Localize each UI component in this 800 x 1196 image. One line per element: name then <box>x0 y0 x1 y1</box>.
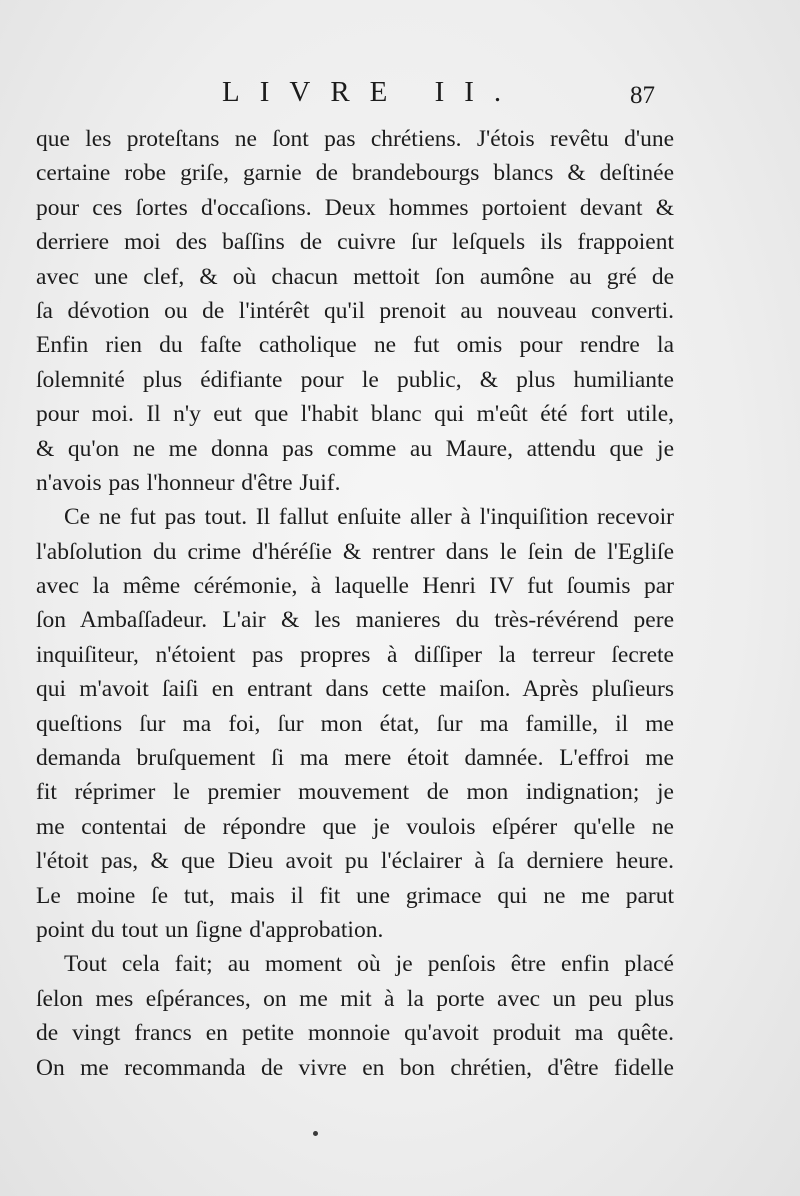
text-line: que les proteſtans ne ſont pas chrétiens. J'étois revêtu d'une <box>36 126 674 152</box>
text-line: Tout cela fait; au moment où je penſois être enfin placé <box>64 951 674 978</box>
text-line: l'abſolution du crime d'héréſie & rentrer dans le ſein de l'Egliſe <box>36 538 674 565</box>
text-line: Ce ne fut pas tout. Il fallut enſuite aller à l'inquiſition recevoir <box>64 504 674 531</box>
text-line: inquiſiteur, n'étoient pas propres à diſſiper la terreur ſecrete <box>36 641 674 668</box>
text-line: pour ces ſortes d'occaſions. Deux hommes portoient devant & <box>36 194 674 221</box>
text-line: l'étoit pas, & que Dieu avoit pu l'éclairer à ſa derniere heure. <box>36 848 674 875</box>
text-line: & qu'on ne me donna pas comme au Maure, attendu que je <box>36 435 674 462</box>
text-line: point du tout un ſigne d'approbation. <box>36 916 384 943</box>
text-line: demanda bruſquement ſi ma mere étoit damnée. L'effroi me <box>36 745 674 772</box>
text-line: me contentai de répondre que je voulois eſpérer qu'elle ne <box>36 813 674 840</box>
text-line: derriere moi des baſſins de cuivre ſur leſquels ils frappoient <box>36 229 674 256</box>
ink-speck <box>313 1131 318 1136</box>
text-line: ſelon mes eſpérances, on me mit à la porte avec un peu plus <box>36 985 674 1012</box>
text-line: avec une clef, & où chacun mettoit ſon aumône au gré de <box>36 263 674 290</box>
text-line: certaine robe griſe, garnie de brandebourgs blancs & deſtinée <box>36 160 674 187</box>
text-line: pour moi. Il n'y eut que l'habit blanc qui m'eût été fort utile, <box>36 401 674 428</box>
text-line: ſolemnité plus édifiante pour le public, & plus humiliante <box>36 366 674 393</box>
body-text <box>36 122 674 1085</box>
text-line: fit réprimer le premier mouvement de mon indignation; je <box>36 779 674 806</box>
text-line: de vingt francs en petite monnoie qu'avoit produit ma quête. <box>36 1020 674 1047</box>
text-line: Enfin rien du faſte catholique ne fut omis pour rendre la <box>36 332 674 359</box>
text-line: qui m'avoit ſaiſi en entrant dans cette maiſon. Après pluſieurs <box>36 676 674 703</box>
text-line: Le moine ſe tut, mais il fit une grimace qui ne me parut <box>36 882 674 909</box>
text-line: On me recommanda de vivre en bon chrétien, d'être fidelle <box>36 1054 674 1081</box>
text-line: n'avois pas l'honneur d'être Juif. <box>36 469 341 496</box>
text-line: ſa dévotion ou de l'intérêt qu'il prenoit au nouveau converti. <box>36 297 674 324</box>
running-head <box>0 72 800 112</box>
text-line: queſtions ſur ma foi, ſur mon état, ſur ma famille, il me <box>36 710 674 737</box>
page-number: 87 <box>630 82 655 109</box>
book-title: LIVRE II. <box>222 76 522 108</box>
text-line: avec la même cérémonie, à laquelle Henri IV fut ſoumis par <box>36 573 674 600</box>
text-line: ſon Ambaſſadeur. L'air & les manieres du très-révérend pere <box>36 607 674 634</box>
